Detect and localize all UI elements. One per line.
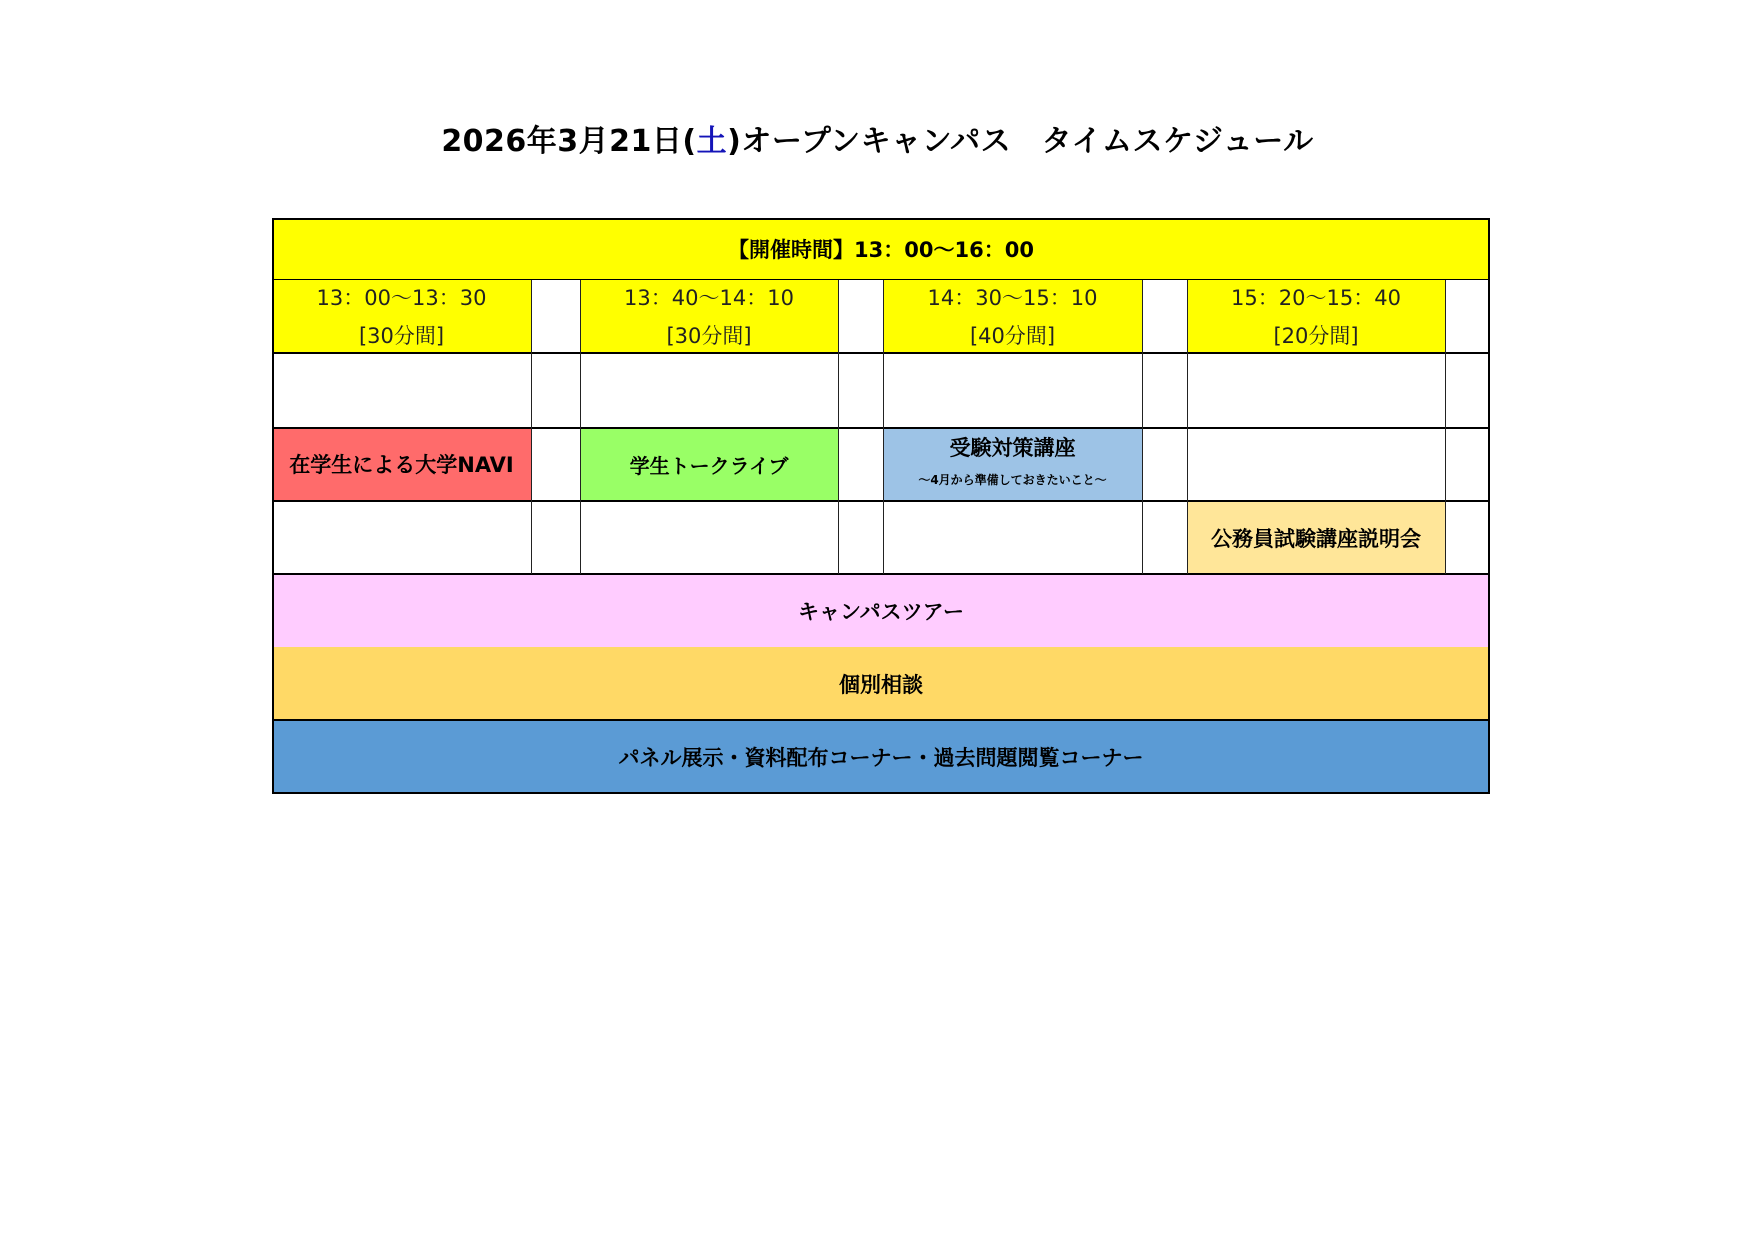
panel-exhibit-band xyxy=(272,720,1490,794)
slot-4-duration: [20分間] xyxy=(1273,323,1359,348)
grid-line xyxy=(1445,280,1446,574)
session-talk-live xyxy=(580,428,838,500)
session-talk-live-label: 学生トークライブ xyxy=(629,453,789,478)
grid-line xyxy=(1142,280,1143,574)
grid-line xyxy=(272,427,1490,429)
opening-hours-banner xyxy=(272,218,1490,280)
panel-exhibit-label: パネル展示・資料配布コーナー・過去問題閲覧コーナー xyxy=(618,746,1144,770)
slot-header-3 xyxy=(883,280,1142,353)
slot-1-duration: [30分間] xyxy=(358,323,445,348)
session-civil-service-label: 公務員試験講座説明会 xyxy=(1211,527,1421,551)
grid-line xyxy=(272,352,1490,354)
title-prefix: 2026年3月21日( xyxy=(441,124,697,159)
campus-tour-band xyxy=(272,574,1490,647)
slot-2-duration: [30分間] xyxy=(666,323,752,348)
grid-line xyxy=(838,280,839,574)
grid-line xyxy=(272,573,1490,575)
session-civil-service xyxy=(1187,502,1445,574)
grid-line xyxy=(531,280,532,574)
slot-3-time: 14：30～15：10 xyxy=(927,285,1098,310)
slot-1-time: 13：00～13：30 xyxy=(316,285,487,310)
opening-hours-text: 【開催時間】13：00～16：00 xyxy=(728,238,1034,262)
campus-tour-label: キャンパスツアー xyxy=(798,599,964,624)
title-suffix: )オープンキャンパス タイムスケジュール xyxy=(727,124,1314,159)
session-navi xyxy=(272,428,531,500)
session-exam-course-label: 受験対策講座 xyxy=(949,436,1076,460)
slot-header-4 xyxy=(1187,280,1445,353)
grid-line xyxy=(272,719,1490,721)
slot-4-time: 15：20～15：40 xyxy=(1231,285,1401,310)
session-exam-course-subtitle: ～4月から準備しておきたいこと～ xyxy=(918,473,1107,487)
title-day-of-week: 土 xyxy=(696,124,728,159)
grid-line xyxy=(272,500,1490,502)
slot-2-time: 13：40～14：10 xyxy=(624,285,794,310)
page-title xyxy=(0,116,1755,160)
grid-line xyxy=(1187,280,1188,574)
grid-line xyxy=(883,280,884,574)
consultation-band xyxy=(272,647,1490,720)
consultation-label: 個別相談 xyxy=(839,672,923,697)
schedule-table xyxy=(272,218,1490,794)
session-exam-course xyxy=(883,428,1142,500)
slot-3-duration: [40分間] xyxy=(969,323,1056,348)
slot-header-1 xyxy=(272,280,531,353)
grid-line xyxy=(272,279,1490,280)
slot-header-2 xyxy=(580,280,838,353)
grid-line xyxy=(580,280,581,574)
session-navi-label: 在学生による大学NAVI xyxy=(289,453,514,477)
